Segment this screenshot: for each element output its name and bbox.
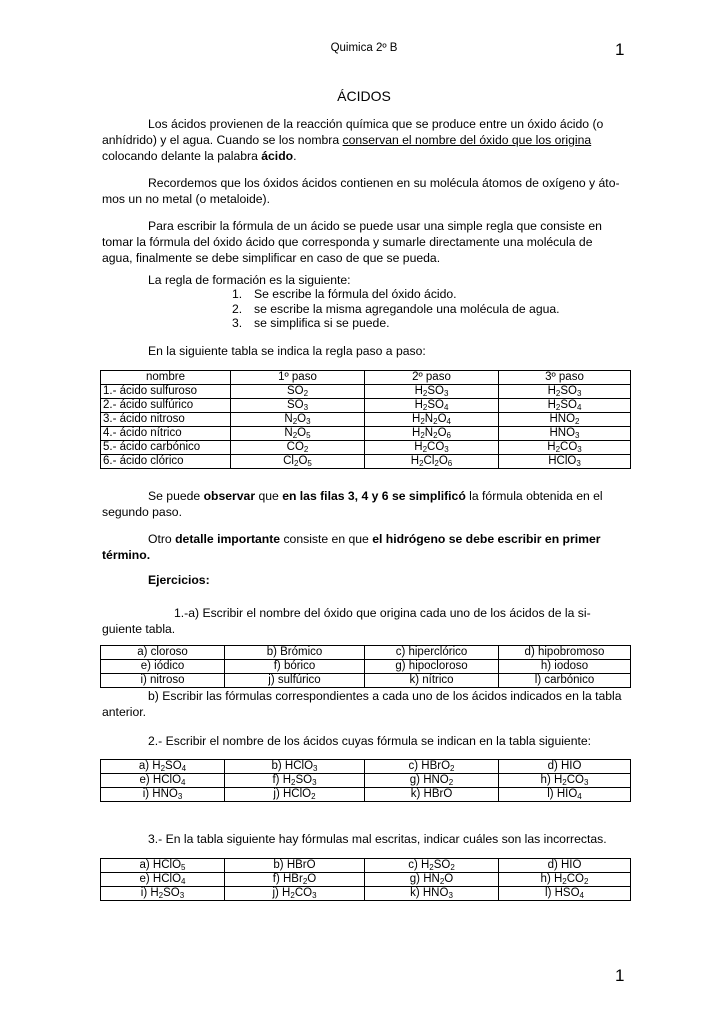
table-cell: $H_2CO_3$ — [365, 441, 499, 455]
rule-text: se simplifica si se puede. — [254, 316, 390, 330]
exercise-1b-text: b) Escribir las fórmulas correspondientes a cada uno de los ácidos indicados en la tabla anterior. — [102, 689, 622, 719]
exercise-2 — [102, 733, 622, 749]
note2-bold-2: el hidrógeno se debe escribir en primer término. — [102, 532, 601, 562]
table-cell: $H_2N_2O_4$ — [365, 413, 499, 427]
table-cell: $H_2CO_3$ — [499, 441, 631, 455]
table-row — [101, 760, 631, 774]
table-cell: f) bórico — [225, 660, 365, 674]
intro-p1-underline: conservan el nombre del óxido que los origina — [342, 133, 592, 147]
note2-a: Otro — [148, 532, 176, 546]
table-cell: f) $H_2SO_3$ — [225, 774, 365, 788]
table-row — [101, 399, 631, 413]
table-row — [101, 385, 631, 399]
table-cell: $H_2SO_3$ — [365, 385, 499, 399]
table-cell: h) iodoso — [499, 660, 631, 674]
rule-number: 1. — [232, 287, 243, 301]
note1-a: Se puede — [148, 489, 204, 503]
steps-header-cell: nombre — [101, 371, 231, 385]
note2-c: consiste en que — [280, 532, 373, 546]
table-cell: $N_2O_5$ — [231, 427, 365, 441]
table-cell: g) $HNO_2$ — [365, 774, 499, 788]
rule-text: se escribe la misma agregandole una molécula de agua. — [254, 301, 560, 316]
table-cell: a) cloroso — [101, 646, 225, 660]
document-title: ÁCIDOS — [337, 88, 391, 104]
table-row — [101, 455, 631, 469]
table-row — [101, 646, 631, 660]
exercise-1b — [102, 688, 622, 720]
intro-p2-text: Recordemos que los óxidos ácidos contienen en su molécula átomos de oxígeno y áto-mos un no metal (o metaloide). — [102, 176, 620, 206]
table-cell: $N_2O_3$ — [231, 413, 365, 427]
table-cell: $H_2Cl_2O_6$ — [365, 455, 499, 469]
table-cell: k) nítrico — [365, 674, 499, 688]
intro-paragraph-1 — [102, 116, 622, 164]
table-cell: j) sulfúrico — [225, 674, 365, 688]
table-cell: h) $H_2CO_2$ — [499, 873, 631, 887]
page-header-title: Quimica 2º B — [330, 42, 398, 54]
rule-item — [232, 302, 560, 317]
table-cell: g) hipocloroso — [365, 660, 499, 674]
table-cell: $Cl_2O_5$ — [231, 455, 365, 469]
rule-item — [232, 287, 560, 302]
table-cell: c) HBrO$_2$ — [365, 760, 499, 774]
steps-header-cell: 1º paso — [231, 371, 365, 385]
exercise-table-1 — [100, 645, 631, 688]
table-cell: d) hipobromoso — [499, 646, 631, 660]
table-row — [101, 859, 631, 873]
exercise-1a-text: 1.-a) Escribir el nombre del óxido que origina cada uno de los ácidos de la si-guiente tabla. — [102, 606, 591, 636]
table-cell: i) $HNO_3$ — [101, 788, 225, 802]
table-cell: k) $HNO_3$ — [365, 887, 499, 901]
table-cell: 2.- ácido sulfúrico — [101, 399, 231, 413]
note1-d: la fórmula obtenida en el segundo paso. — [102, 489, 603, 519]
note2-bold-1: detalle importante — [175, 532, 281, 546]
table-cell: a) HClO$_5$ — [101, 859, 225, 873]
intro-p1-end: . — [293, 149, 297, 163]
table-cell: d) HIO — [499, 859, 631, 873]
table-cell: i) $H_2SO_3$ — [101, 887, 225, 901]
table-cell: f) HBr$_2$O — [225, 873, 365, 887]
table-row — [101, 774, 631, 788]
formation-rules-list — [232, 287, 560, 331]
table-cell: l) $HIO_4$ — [499, 788, 631, 802]
table-cell: 5.- ácido carbónico — [101, 441, 231, 455]
table-cell: $H_2SO_3$ — [499, 385, 631, 399]
note1-c: que — [255, 489, 283, 503]
note-paragraph-2 — [102, 531, 622, 563]
exercise-2-text: 2.- Escribir el nombre de los ácidos cuyas fórmula se indican en la tabla siguiente: — [148, 734, 592, 748]
table-row — [101, 441, 631, 455]
exercise-3 — [102, 831, 622, 847]
intro-paragraph-2 — [102, 175, 622, 207]
table-cell: $H_2N_2O_6$ — [365, 427, 499, 441]
table-cell: $SO_3$ — [231, 399, 365, 413]
steps-header-cell: 3º paso — [499, 371, 631, 385]
table-cell: $H_2SO_4$ — [365, 399, 499, 413]
table-cell: b) Brómico — [225, 646, 365, 660]
exercise-table-3 — [100, 858, 631, 901]
table-cell: e) HClO$_4$ — [101, 774, 225, 788]
table-cell: l) carbónico — [499, 674, 631, 688]
page-number-bottom: 1 — [615, 966, 625, 985]
table-cell: l) $HSO_4$ — [499, 887, 631, 901]
exercises-heading-text: Ejercicios: — [148, 573, 210, 587]
table-row — [101, 427, 631, 441]
intro-p1-a: Los ácidos provienen de la reacción química que se produce entre un óxido ácido (o anhídrido) y el agua. Cuando se los nombra — [102, 117, 604, 147]
table-cell: 1.- ácido sulfuroso — [101, 385, 231, 399]
table-cell: 4.- ácido nítrico — [101, 427, 231, 441]
steps-table — [100, 370, 631, 469]
table-cell: $CO_2$ — [231, 441, 365, 455]
table-row — [101, 873, 631, 887]
exercise-1a — [102, 605, 622, 637]
table-cell: 3.- ácido nitroso — [101, 413, 231, 427]
table-row — [101, 887, 631, 901]
intro-p5-text: En la siguiente tabla se indica la regla paso a paso: — [148, 344, 426, 358]
exercise-table-2 — [100, 759, 631, 802]
steps-header-cell: 2º paso — [365, 371, 499, 385]
table-cell: h) $H_2CO_3$ — [499, 774, 631, 788]
table-row — [101, 413, 631, 427]
table-cell: $HNO_2$ — [499, 413, 631, 427]
intro-paragraph-5 — [102, 343, 622, 359]
steps-table-header-row — [101, 371, 631, 385]
table-cell: i) nitroso — [101, 674, 225, 688]
rule-number: 2. — [232, 301, 243, 316]
table-row — [101, 660, 631, 674]
table-cell: $SO_2$ — [231, 385, 365, 399]
intro-p1-b: colocando delante la palabra — [102, 149, 262, 163]
table-cell: b) HClO$_3$ — [225, 760, 365, 774]
intro-p3-text: Para escribir la fórmula de un ácido se puede usar una simple regla que consiste en tomar la fórmula del óxido ácido que corresponda y sumarle directamente una molécula de agua, finalmente se debe simplificar en caso de que se pueda. — [102, 219, 602, 265]
table-cell: $HNO_3$ — [499, 427, 631, 441]
rule-text: Se escribe la fórmula del óxido ácido. — [254, 287, 457, 301]
rule-number: 3. — [232, 316, 243, 330]
intro-paragraph-4 — [102, 272, 622, 288]
rule-item — [232, 316, 560, 331]
table-cell: b) HBrO — [225, 859, 365, 873]
intro-paragraph-3 — [102, 218, 622, 266]
table-cell: c) $H_2SO_2$ — [365, 859, 499, 873]
table-cell: a) $H_2SO_4$ — [101, 760, 225, 774]
table-row — [101, 788, 631, 802]
note-paragraph-1 — [102, 488, 622, 520]
intro-p1-bold: ácido — [261, 149, 294, 163]
table-cell: e) iódico — [101, 660, 225, 674]
table-cell: c) hiperclórico — [365, 646, 499, 660]
table-cell: d) HIO — [499, 760, 631, 774]
table-cell: k) HBrO — [365, 788, 499, 802]
table-cell: e) HClO$_4$ — [101, 873, 225, 887]
intro-p4-text: La regla de formación es la siguiente: — [148, 273, 351, 287]
exercise-3-text: 3.- En la tabla siguiente hay fórmulas mal escritas, indicar cuáles son las incorrectas. — [148, 832, 607, 846]
table-cell: j) HClO$_2$ — [225, 788, 365, 802]
table-cell: j) $H_2CO_3$ — [225, 887, 365, 901]
exercises-heading — [102, 572, 622, 588]
page-number-top: 1 — [615, 40, 625, 59]
note1-bold-1: observar — [203, 489, 256, 503]
table-row — [101, 674, 631, 688]
note1-bold-2: en las filas 3, 4 y 6 se simplificó — [282, 489, 466, 503]
table-cell: 6.- ácido clórico — [101, 455, 231, 469]
table-cell: $H_2SO_4$ — [499, 399, 631, 413]
table-cell: g) $HN_2O$ — [365, 873, 499, 887]
table-cell: HClO$_3$ — [499, 455, 631, 469]
